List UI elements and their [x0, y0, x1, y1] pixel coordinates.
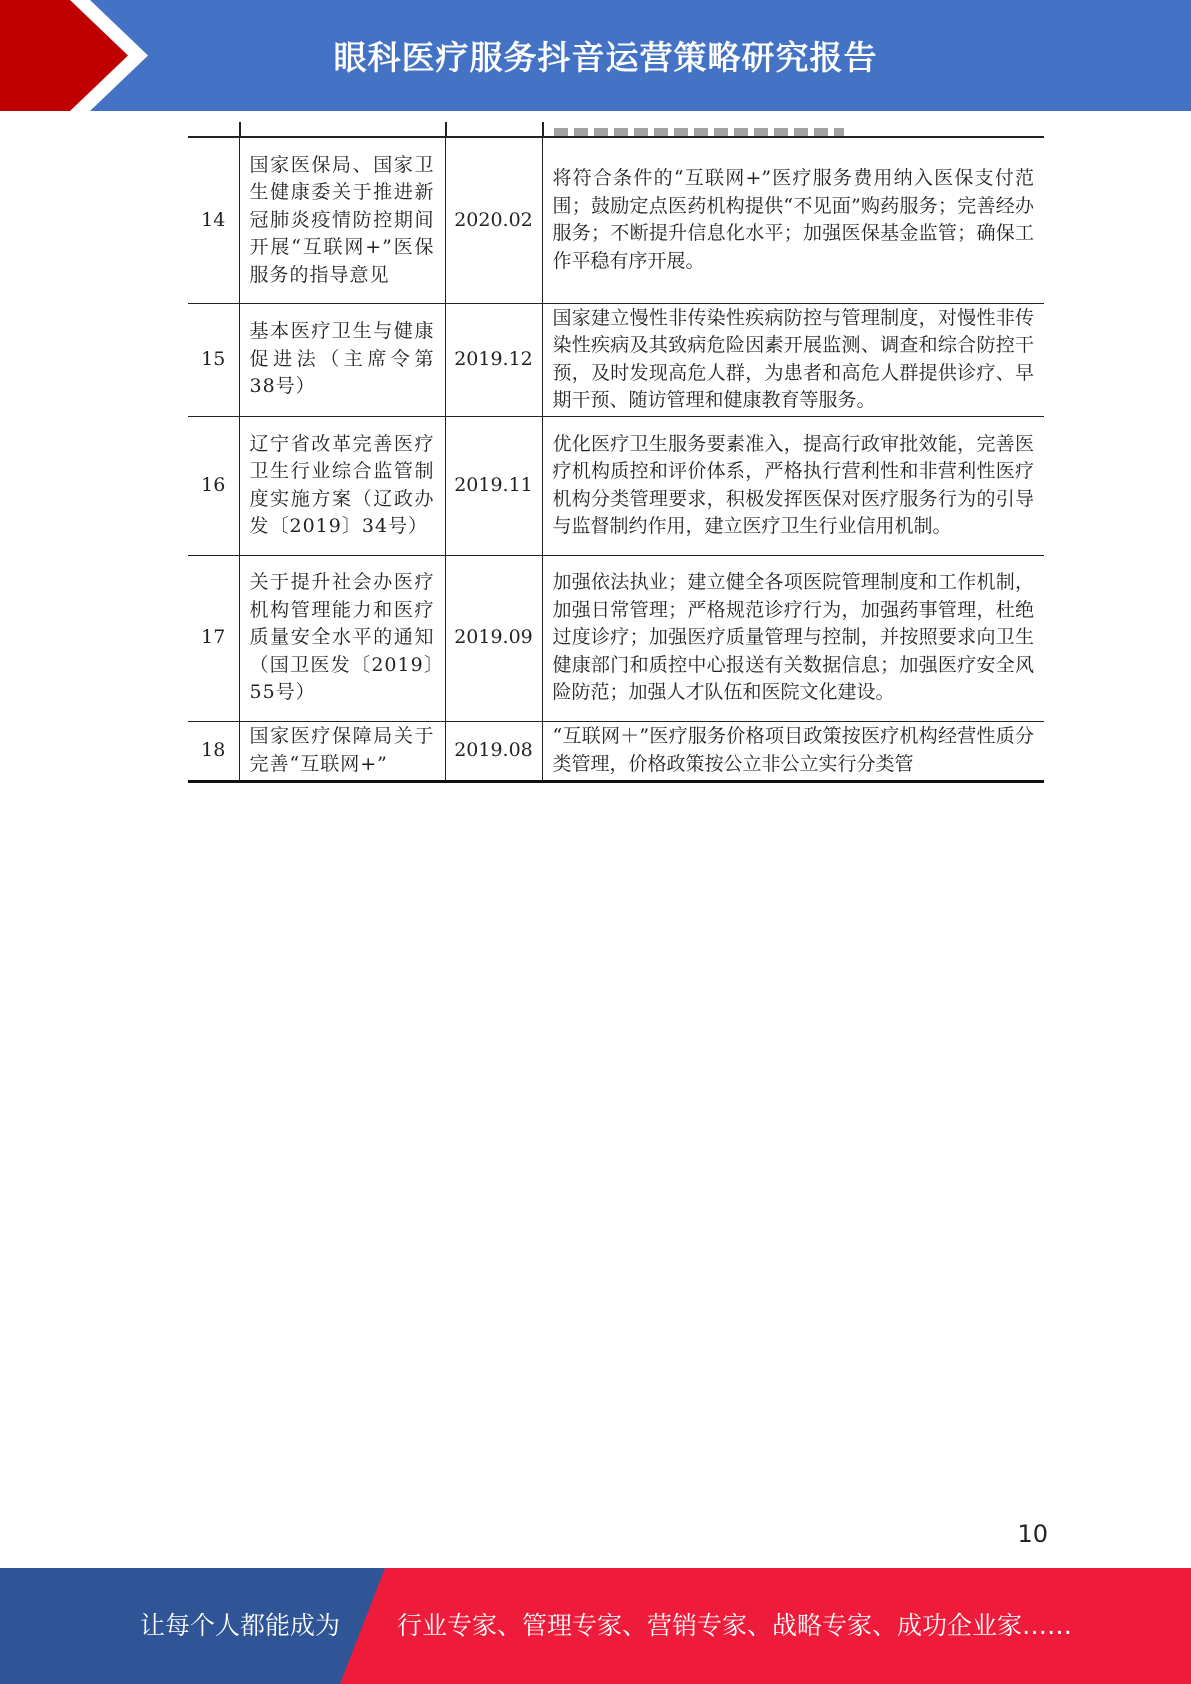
policy-date: 2019.08	[445, 721, 542, 781]
page-footer	[0, 1568, 1191, 1684]
page-header	[0, 0, 1191, 111]
page-number: 10	[1017, 1520, 1048, 1548]
policy-content: 将符合条件的“互联网+”医疗服务费用纳入医保支付范围；鼓励定点医药机构提供“不见面”购药服务；完善经办服务；不断提升信息化水平；加强医保基金监管；确保工作平稳有序开展。	[542, 137, 1044, 303]
row-number: 17	[188, 555, 239, 721]
policy-content: 优化医疗卫生服务要素准入，提高行政审批效能，完善医疗机构质控和评价体系，严格执行营利性和非营利性医疗机构分类管理要求，积极发挥医保对医疗服务行为的引导与监督制约作用，建立医疗卫生行业信用机制。	[542, 416, 1044, 555]
table-row	[188, 137, 1044, 303]
report-title: 眼科医疗服务抖音运营策略研究报告	[333, 38, 878, 77]
policy-content: “互联网＋”医疗服务价格项目政策按医疗机构经营性质分类管理，价格政策按公立非公立实行分类管	[542, 721, 1044, 781]
policy-date: 2019.12	[445, 303, 542, 416]
table-row	[188, 303, 1044, 416]
footer-slogan-lead: 让每个人都能成为	[140, 1611, 341, 1640]
row-number: 15	[188, 303, 239, 416]
table-row	[188, 416, 1044, 555]
policy-title: 辽宁省改革完善医疗卫生行业综合监管制度实施方案（辽政办发〔2019〕34号）	[239, 416, 445, 555]
footer-slogan-roles: 行业专家、管理专家、营销专家、战略专家、成功企业家……	[397, 1611, 1073, 1640]
policy-date: 2019.11	[445, 416, 542, 555]
table-row	[188, 555, 1044, 721]
policy-table	[188, 136, 1044, 783]
policy-title: 基本医疗卫生与健康促进法（主席令第38号）	[239, 303, 445, 416]
policy-title: 国家医疗保障局关于完善“互联网+”	[239, 721, 445, 781]
row-number: 16	[188, 416, 239, 555]
policy-title: 关于提升社会办医疗机构管理能力和医疗质量安全水平的通知（国卫医发〔2019〕55号）	[239, 555, 445, 721]
policy-date: 2019.09	[445, 555, 542, 721]
table-row	[188, 721, 1044, 781]
policy-content: 国家建立慢性非传染性疾病防控与管理制度，对慢性非传染性疾病及其致病危险因素开展监测、调查和综合防控干预，及时发现高危人群，为患者和高危人群提供诊疗、早期干预、随访管理和健康教育等服务。	[542, 303, 1044, 416]
row-number: 18	[188, 721, 239, 781]
policy-content: 加强依法执业；建立健全各项医院管理制度和工作机制，加强日常管理；严格规范诊疗行为，加强药事管理，杜绝过度诊疗；加强医疗质量管理与控制，并按照要求向卫生健康部门和质控中心报送有关数据信息；加强医疗安全风险防范；加强人才队伍和医院文化建设。	[542, 555, 1044, 721]
policy-title: 国家医保局、国家卫生健康委关于推进新冠肺炎疫情防控期间开展“互联网+”医保服务的指导意见	[239, 137, 445, 303]
policy-table-container	[188, 122, 1044, 783]
policy-date: 2020.02	[445, 137, 542, 303]
row-number: 14	[188, 137, 239, 303]
clipped-previous-row	[188, 122, 1044, 136]
